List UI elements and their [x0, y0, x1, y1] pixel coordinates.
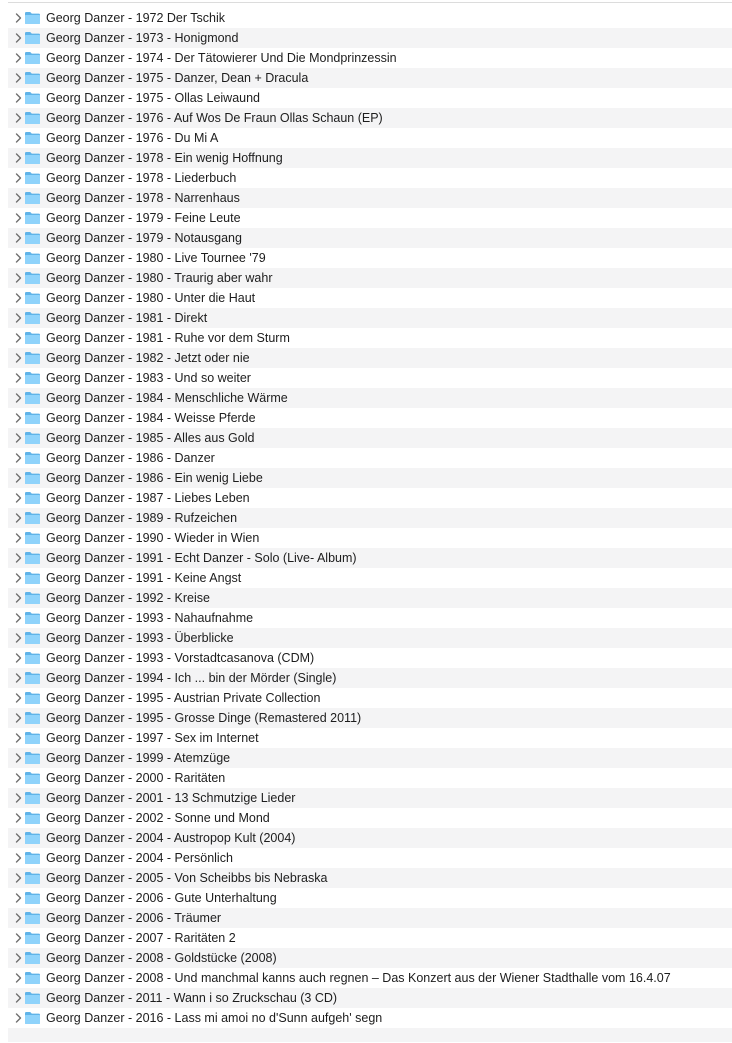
folder-icon: [24, 151, 41, 165]
chevron-right-icon[interactable]: [13, 528, 23, 548]
folder-icon: [24, 71, 41, 85]
list-item[interactable]: [8, 528, 732, 548]
chevron-right-icon[interactable]: [13, 168, 23, 188]
chevron-right-icon[interactable]: [13, 288, 23, 308]
list-item[interactable]: [8, 128, 732, 148]
item-label: Georg Danzer - 1978 - Ein wenig Hoffnung: [46, 151, 283, 165]
chevron-right-icon[interactable]: [13, 988, 23, 1008]
list-item[interactable]: [8, 228, 732, 248]
folder-icon: [24, 291, 41, 305]
folder-icon: [24, 211, 41, 225]
list-item[interactable]: [8, 628, 732, 648]
chevron-right-icon[interactable]: [13, 448, 23, 468]
folder-icon: [24, 791, 41, 805]
chevron-right-icon[interactable]: [13, 148, 23, 168]
list-item[interactable]: [8, 428, 732, 448]
item-label: Georg Danzer - 1975 - Ollas Leiwaund: [46, 91, 261, 105]
list-item[interactable]: [8, 468, 732, 488]
item-label: Georg Danzer - 2004 - Austropop Kult (2004): [46, 831, 296, 845]
list-item[interactable]: [8, 48, 732, 68]
chevron-right-icon[interactable]: [13, 88, 23, 108]
list-item[interactable]: [8, 588, 732, 608]
chevron-right-icon[interactable]: [13, 188, 23, 208]
folder-icon: [24, 751, 41, 765]
folder-icon: [24, 371, 41, 385]
list-item[interactable]: [8, 8, 732, 28]
item-label: Georg Danzer - 2002 - Sonne und Mond: [46, 811, 270, 825]
item-label: Georg Danzer - 1980 - Unter die Haut: [46, 291, 256, 305]
chevron-right-icon[interactable]: [13, 948, 23, 968]
folder-icon: [24, 951, 41, 965]
chevron-right-icon[interactable]: [13, 608, 23, 628]
list-item[interactable]: [8, 508, 732, 528]
chevron-right-icon[interactable]: [13, 688, 23, 708]
folder-icon: [24, 891, 41, 905]
item-label: Georg Danzer - 1979 - Feine Leute: [46, 211, 241, 225]
item-label: Georg Danzer - 1978 - Narrenhaus: [46, 191, 240, 205]
list-item[interactable]: [8, 1008, 732, 1028]
item-label: Georg Danzer - 2005 - Von Scheibbs bis Nebraska: [46, 871, 328, 885]
folder-icon: [24, 511, 41, 525]
folder-icon: [24, 991, 41, 1005]
list-item[interactable]: [8, 668, 732, 688]
chevron-right-icon[interactable]: [13, 968, 23, 988]
chevron-right-icon[interactable]: [13, 248, 23, 268]
folder-icon: [24, 871, 41, 885]
folder-icon: [24, 111, 41, 125]
item-label: Georg Danzer - 2007 - Raritäten 2: [46, 931, 236, 945]
list-item[interactable]: [8, 148, 732, 168]
list-item[interactable]: [8, 728, 732, 748]
list-item[interactable]: [8, 608, 732, 628]
folder-icon: [24, 711, 41, 725]
list-top-divider: [8, 2, 732, 3]
list-item[interactable]: [8, 168, 732, 188]
list-item[interactable]: [8, 888, 732, 908]
chevron-right-icon[interactable]: [13, 68, 23, 88]
item-label: Georg Danzer - 1982 - Jetzt oder nie: [46, 351, 250, 365]
list-item[interactable]: [8, 488, 732, 508]
item-label: Georg Danzer - 2004 - Persönlich: [46, 851, 233, 865]
list-item[interactable]: [8, 68, 732, 88]
chevron-right-icon[interactable]: [13, 588, 23, 608]
folder-icon: [24, 311, 41, 325]
empty-row: [8, 1028, 732, 1042]
item-label: Georg Danzer - 1980 - Traurig aber wahr: [46, 271, 273, 285]
list-item[interactable]: [8, 928, 732, 948]
list-item[interactable]: [8, 548, 732, 568]
folder-list[interactable]: [8, 8, 732, 1042]
list-item[interactable]: [8, 788, 732, 808]
folder-icon: [24, 771, 41, 785]
item-label: Georg Danzer - 1995 - Austrian Private Collection: [46, 691, 321, 705]
folder-icon: [24, 131, 41, 145]
chevron-right-icon[interactable]: [13, 48, 23, 68]
folder-icon: [24, 411, 41, 425]
list-item[interactable]: [8, 708, 732, 728]
list-item[interactable]: [8, 688, 732, 708]
list-item[interactable]: [8, 868, 732, 888]
item-label: Georg Danzer - 1979 - Notausgang: [46, 231, 242, 245]
chevron-right-icon[interactable]: [13, 348, 23, 368]
chevron-right-icon[interactable]: [13, 1008, 23, 1028]
folder-icon: [24, 491, 41, 505]
chevron-right-icon[interactable]: [13, 928, 23, 948]
folder-icon: [24, 591, 41, 605]
item-label: Georg Danzer - 1995 - Grosse Dinge (Remastered 2011): [46, 711, 362, 725]
list-item[interactable]: [8, 648, 732, 668]
item-label: Georg Danzer - 1989 - Rufzeichen: [46, 511, 238, 525]
item-label: Georg Danzer - 1974 - Der Tätowierer Und Die Mondprinzessin: [46, 51, 397, 65]
folder-icon: [24, 31, 41, 45]
folder-icon: [24, 91, 41, 105]
chevron-right-icon[interactable]: [13, 748, 23, 768]
item-label: Georg Danzer - 1984 - Menschliche Wärme: [46, 391, 288, 405]
folder-icon: [24, 191, 41, 205]
folder-icon: [24, 911, 41, 925]
list-item[interactable]: [8, 568, 732, 588]
item-label: Georg Danzer - 1993 - Vorstadtcasanova (CDM): [46, 651, 315, 665]
list-item[interactable]: [8, 188, 732, 208]
folder-icon: [24, 271, 41, 285]
item-label: Georg Danzer - 2011 - Wann i so Zruckschau (3 CD): [46, 991, 338, 1005]
item-label: Georg Danzer - 1981 - Ruhe vor dem Sturm: [46, 331, 290, 345]
list-item[interactable]: [8, 448, 732, 468]
item-label: Georg Danzer - 1990 - Wieder in Wien: [46, 531, 260, 545]
item-label: Georg Danzer - 1986 - Ein wenig Liebe: [46, 471, 263, 485]
chevron-right-icon[interactable]: [13, 888, 23, 908]
chevron-right-icon[interactable]: [13, 108, 23, 128]
folder-icon: [24, 471, 41, 485]
list-item[interactable]: [8, 948, 732, 968]
item-label: Georg Danzer - 1992 - Kreise: [46, 591, 210, 605]
chevron-right-icon[interactable]: [13, 8, 23, 28]
chevron-right-icon[interactable]: [13, 568, 23, 588]
chevron-right-icon[interactable]: [13, 508, 23, 528]
list-item[interactable]: [8, 108, 732, 128]
item-label: Georg Danzer - 1973 - Honigmond: [46, 31, 239, 45]
list-item[interactable]: [8, 208, 732, 228]
item-label: Georg Danzer - 2016 - Lass mi amoi no d'Sunn aufgeh' segn: [46, 1011, 383, 1025]
item-label: Georg Danzer - 1984 - Weisse Pferde: [46, 411, 256, 425]
folder-icon: [24, 231, 41, 245]
item-label: Georg Danzer - 1985 - Alles aus Gold: [46, 431, 255, 445]
folder-icon: [24, 931, 41, 945]
chevron-right-icon[interactable]: [13, 428, 23, 448]
folder-icon: [24, 631, 41, 645]
list-item[interactable]: [8, 348, 732, 368]
item-label: Georg Danzer - 1991 - Keine Angst: [46, 571, 242, 585]
list-item[interactable]: [8, 748, 732, 768]
item-label: Georg Danzer - 2001 - 13 Schmutzige Lieder: [46, 791, 296, 805]
list-item[interactable]: [8, 328, 732, 348]
chevron-right-icon[interactable]: [13, 368, 23, 388]
chevron-right-icon[interactable]: [13, 268, 23, 288]
chevron-right-icon[interactable]: [13, 208, 23, 228]
chevron-right-icon[interactable]: [13, 808, 23, 828]
folder-icon: [24, 691, 41, 705]
list-item[interactable]: [8, 288, 732, 308]
item-label: Georg Danzer - 1972 Der Tschik: [46, 11, 226, 25]
folder-icon: [24, 531, 41, 545]
chevron-right-icon[interactable]: [13, 728, 23, 748]
chevron-right-icon[interactable]: [13, 668, 23, 688]
list-item[interactable]: [8, 988, 732, 1008]
chevron-right-icon[interactable]: [13, 488, 23, 508]
list-item[interactable]: [8, 368, 732, 388]
chevron-right-icon[interactable]: [13, 868, 23, 888]
item-label: Georg Danzer - 2006 - Gute Unterhaltung: [46, 891, 277, 905]
item-label: Georg Danzer - 1997 - Sex im Internet: [46, 731, 259, 745]
chevron-right-icon[interactable]: [13, 328, 23, 348]
folder-icon: [24, 351, 41, 365]
item-label: Georg Danzer - 1975 - Danzer, Dean + Dracula: [46, 71, 309, 85]
chevron-right-icon[interactable]: [13, 28, 23, 48]
list-item[interactable]: [8, 828, 732, 848]
chevron-right-icon[interactable]: [13, 388, 23, 408]
item-label: Georg Danzer - 1983 - Und so weiter: [46, 371, 251, 385]
item-label: Georg Danzer - 1981 - Direkt: [46, 311, 208, 325]
folder-icon: [24, 431, 41, 445]
folder-icon: [24, 851, 41, 865]
folder-icon: [24, 651, 41, 665]
item-label: Georg Danzer - 1994 - Ich ... bin der Mörder (Single): [46, 671, 337, 685]
list-item[interactable]: [8, 308, 732, 328]
list-item[interactable]: [8, 248, 732, 268]
chevron-right-icon[interactable]: [13, 708, 23, 728]
list-item[interactable]: [8, 968, 732, 988]
item-label: Georg Danzer - 1993 - Überblicke: [46, 631, 234, 645]
chevron-right-icon[interactable]: [13, 228, 23, 248]
chevron-right-icon[interactable]: [13, 548, 23, 568]
chevron-right-icon[interactable]: [13, 468, 23, 488]
chevron-right-icon[interactable]: [13, 128, 23, 148]
item-label: Georg Danzer - 2008 - Und manchmal kanns auch regnen – Das Konzert aus der Wiener Stadthalle vom 16.4.07: [46, 971, 671, 985]
chevron-right-icon[interactable]: [13, 308, 23, 328]
folder-icon: [24, 1011, 41, 1025]
list-item[interactable]: [8, 768, 732, 788]
list-item[interactable]: [8, 28, 732, 48]
folder-icon: [24, 551, 41, 565]
item-label: Georg Danzer - 1986 - Danzer: [46, 451, 215, 465]
list-item[interactable]: [8, 848, 732, 868]
chevron-right-icon[interactable]: [13, 768, 23, 788]
folder-icon: [24, 11, 41, 25]
chevron-right-icon[interactable]: [13, 788, 23, 808]
folder-icon: [24, 671, 41, 685]
folder-icon: [24, 811, 41, 825]
folder-icon: [24, 451, 41, 465]
folder-icon: [24, 51, 41, 65]
folder-icon: [24, 571, 41, 585]
folder-icon: [24, 831, 41, 845]
item-label: Georg Danzer - 1993 - Nahaufnahme: [46, 611, 254, 625]
chevron-right-icon[interactable]: [13, 828, 23, 848]
chevron-right-icon[interactable]: [13, 648, 23, 668]
item-label: Georg Danzer - 1999 - Atemzüge: [46, 751, 231, 765]
chevron-right-icon[interactable]: [13, 908, 23, 928]
item-label: Georg Danzer - 1976 - Du Mi A: [46, 131, 219, 145]
list-item[interactable]: [8, 808, 732, 828]
item-label: Georg Danzer - 1976 - Auf Wos De Fraun Ollas Schaun (EP): [46, 111, 383, 125]
folder-icon: [24, 971, 41, 985]
list-item[interactable]: [8, 388, 732, 408]
item-label: Georg Danzer - 2000 - Raritäten: [46, 771, 226, 785]
list-item[interactable]: [8, 88, 732, 108]
item-label: Georg Danzer - 1991 - Echt Danzer - Solo (Live- Album): [46, 551, 357, 565]
item-label: Georg Danzer - 2006 - Träumer: [46, 911, 222, 925]
chevron-right-icon[interactable]: [13, 408, 23, 428]
folder-icon: [24, 251, 41, 265]
folder-icon: [24, 391, 41, 405]
chevron-right-icon[interactable]: [13, 848, 23, 868]
list-item[interactable]: [8, 908, 732, 928]
item-label: Georg Danzer - 1978 - Liederbuch: [46, 171, 237, 185]
folder-icon: [24, 171, 41, 185]
item-label: Georg Danzer - 1980 - Live Tournee '79: [46, 251, 266, 265]
chevron-right-icon[interactable]: [13, 628, 23, 648]
folder-icon: [24, 331, 41, 345]
list-item[interactable]: [8, 408, 732, 428]
folder-icon: [24, 731, 41, 745]
item-label: Georg Danzer - 2008 - Goldstücke (2008): [46, 951, 277, 965]
item-label: Georg Danzer - 1987 - Liebes Leben: [46, 491, 250, 505]
list-item[interactable]: [8, 268, 732, 288]
folder-icon: [24, 611, 41, 625]
